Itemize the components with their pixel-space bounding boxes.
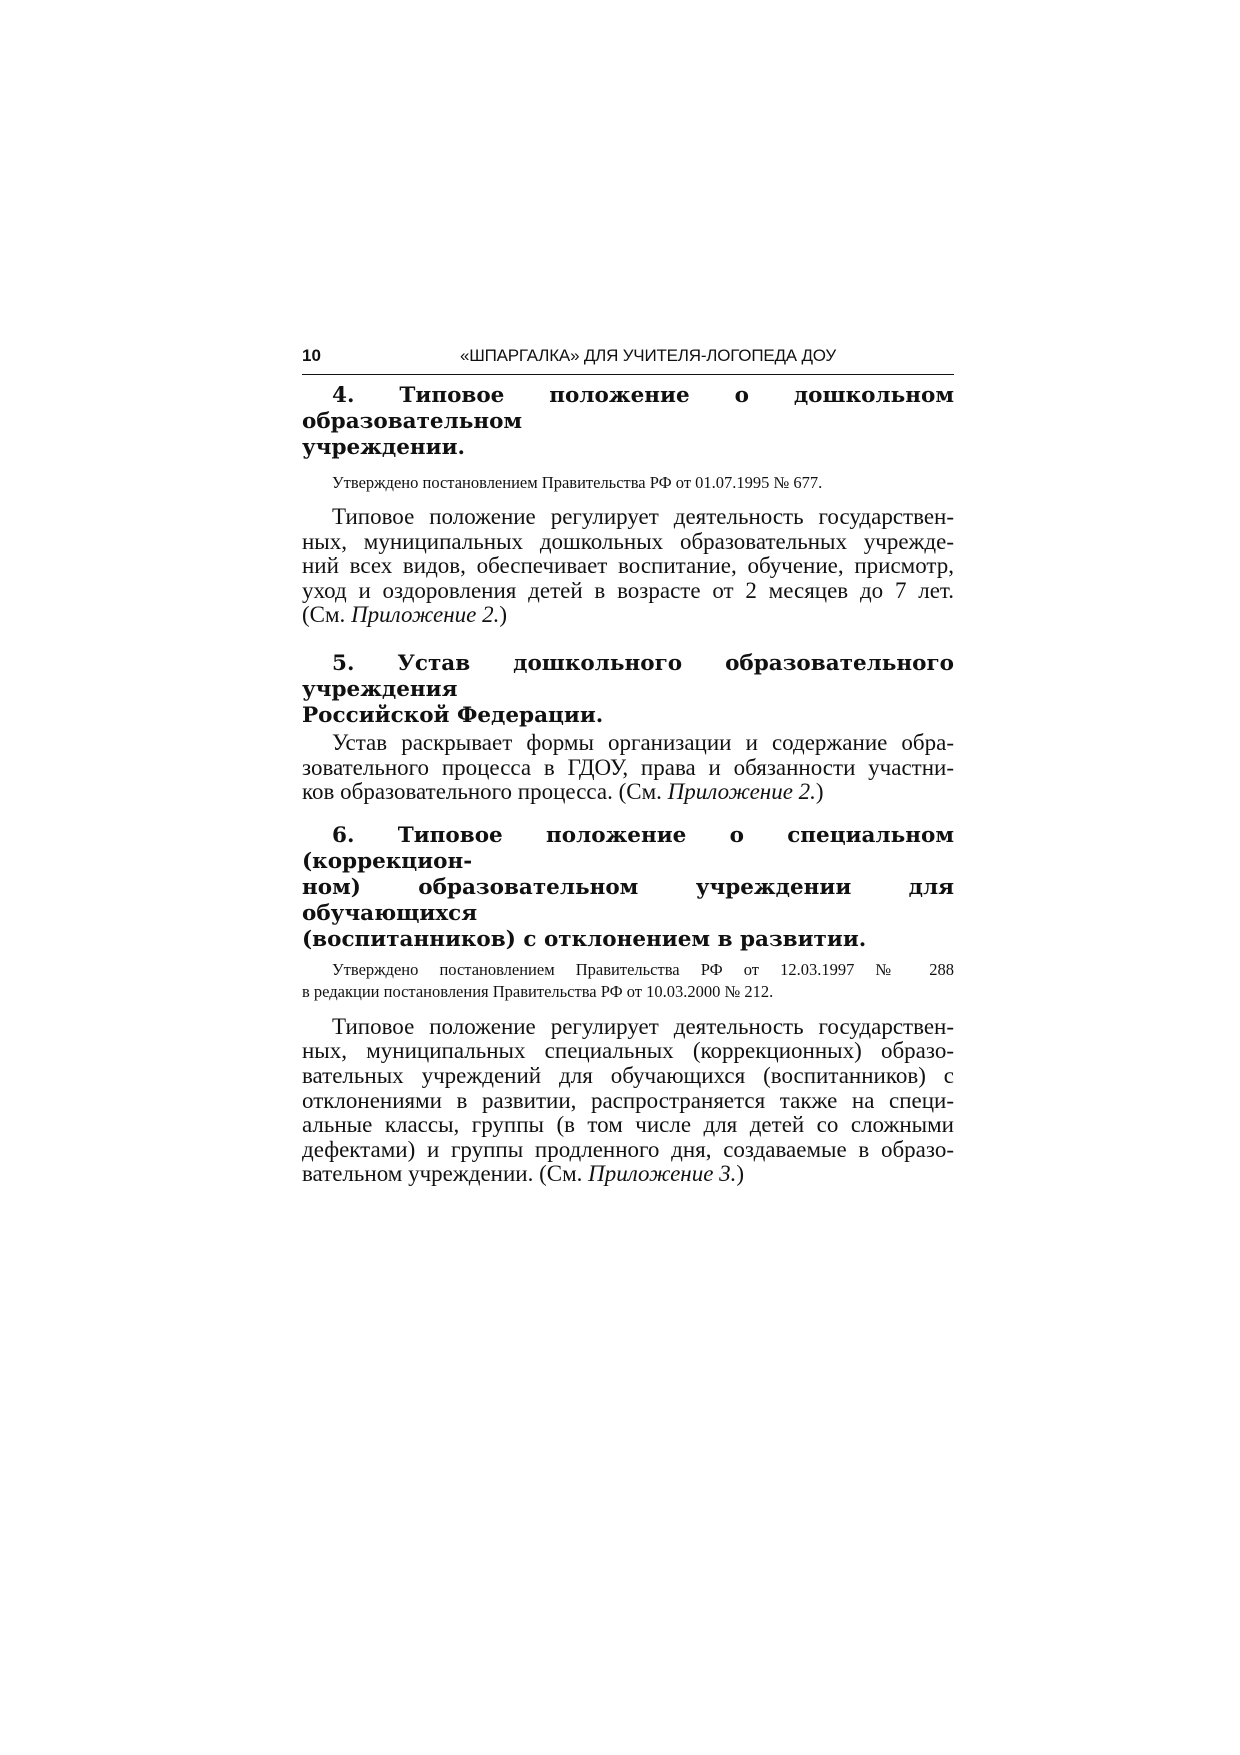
running-header — [302, 340, 954, 375]
section-6 — [302, 823, 954, 1187]
section-body — [302, 731, 954, 805]
running-title: «ШПАРГАЛКА» ДЛЯ УЧИТЕЛЯ-ЛОГОПЕДА ДОУ — [459, 346, 837, 365]
appendix-reference: Приложение 2. — [667, 779, 816, 805]
body-line: уход и оздоровления детей в возрасте от 2 месяцев до 7 лет. — [302, 577, 954, 603]
book-page — [302, 340, 954, 1187]
approval-note — [302, 959, 954, 1003]
note-line: в редакции постановления Правительства РФ от 10.03.2000 № 212. — [302, 981, 774, 1001]
body-line: отклонениями в развитии, распространяется также на специ- — [302, 1087, 954, 1113]
heading-line: 4. Типовое положение о дошкольном образовательном — [302, 383, 954, 434]
section-heading — [302, 651, 954, 729]
body-line — [302, 1162, 954, 1187]
heading-line: ном) образовательном учреждении для обучающихся — [302, 874, 954, 926]
last-line-text: вательном учреждении. (См. — [302, 1161, 589, 1187]
section-5 — [302, 651, 954, 805]
body-line: ных, муниципальных дошкольных образовательных учрежде- — [302, 528, 954, 554]
body-line: вательных учреждений для обучающихся (воспитанников) с — [302, 1062, 954, 1088]
section-body — [302, 505, 954, 628]
body-line: ний всех видов, обеспечивает воспитание, обучение, присмотр, — [302, 553, 954, 579]
body-line: Типовое положение регулирует деятельность государствен- — [332, 1013, 954, 1039]
section-body — [302, 1015, 954, 1187]
body-line: Устав раскрывает формы организации и содержание обра- — [332, 729, 954, 755]
reference-prefix: (См. — [302, 602, 352, 628]
body-line: ных, муниципальных специальных (коррекционных) образо- — [302, 1038, 954, 1064]
section-4 — [302, 383, 954, 628]
appendix-reference: Приложение 3. — [588, 1161, 737, 1187]
note-line: Утверждено постановлением Правительства РФ от 12.03.1997 № 288 — [332, 959, 954, 979]
body-line: дефектами) и группы продленного дня, создаваемые в образо- — [302, 1136, 954, 1162]
note-line: Утверждено постановлением Правительства РФ от 01.07.1995 № 677. — [332, 473, 823, 492]
section-heading — [302, 383, 954, 461]
body-line: альные классы, группы (в том числе для детей со сложными — [302, 1112, 954, 1138]
last-line-text: ков образовательного процесса. (См. — [302, 779, 668, 805]
page-number: 10 — [302, 346, 321, 365]
body-line — [302, 780, 954, 805]
body-line: зовательного процесса в ГДОУ, права и обязанности участни- — [302, 754, 954, 780]
body-line — [302, 603, 954, 628]
body-line: Типовое положение регулирует деятельность государствен- — [332, 504, 954, 529]
heading-line: 6. Типовое положение о специальном (коррекцион- — [302, 822, 954, 874]
approval-note — [302, 472, 954, 494]
heading-line: 5. Устав дошкольного образовательного учреждения — [302, 650, 954, 702]
reference-suffix: ) — [815, 779, 824, 805]
heading-line: учреждении. — [302, 435, 466, 460]
reference-suffix: ) — [736, 1161, 745, 1187]
heading-line: Российской Федерации. — [302, 702, 604, 728]
appendix-reference: Приложение 2. — [351, 602, 500, 628]
heading-line: (воспитанников) с отклонением в развитии. — [302, 926, 867, 952]
reference-suffix: ) — [499, 602, 507, 628]
section-heading — [302, 823, 954, 953]
